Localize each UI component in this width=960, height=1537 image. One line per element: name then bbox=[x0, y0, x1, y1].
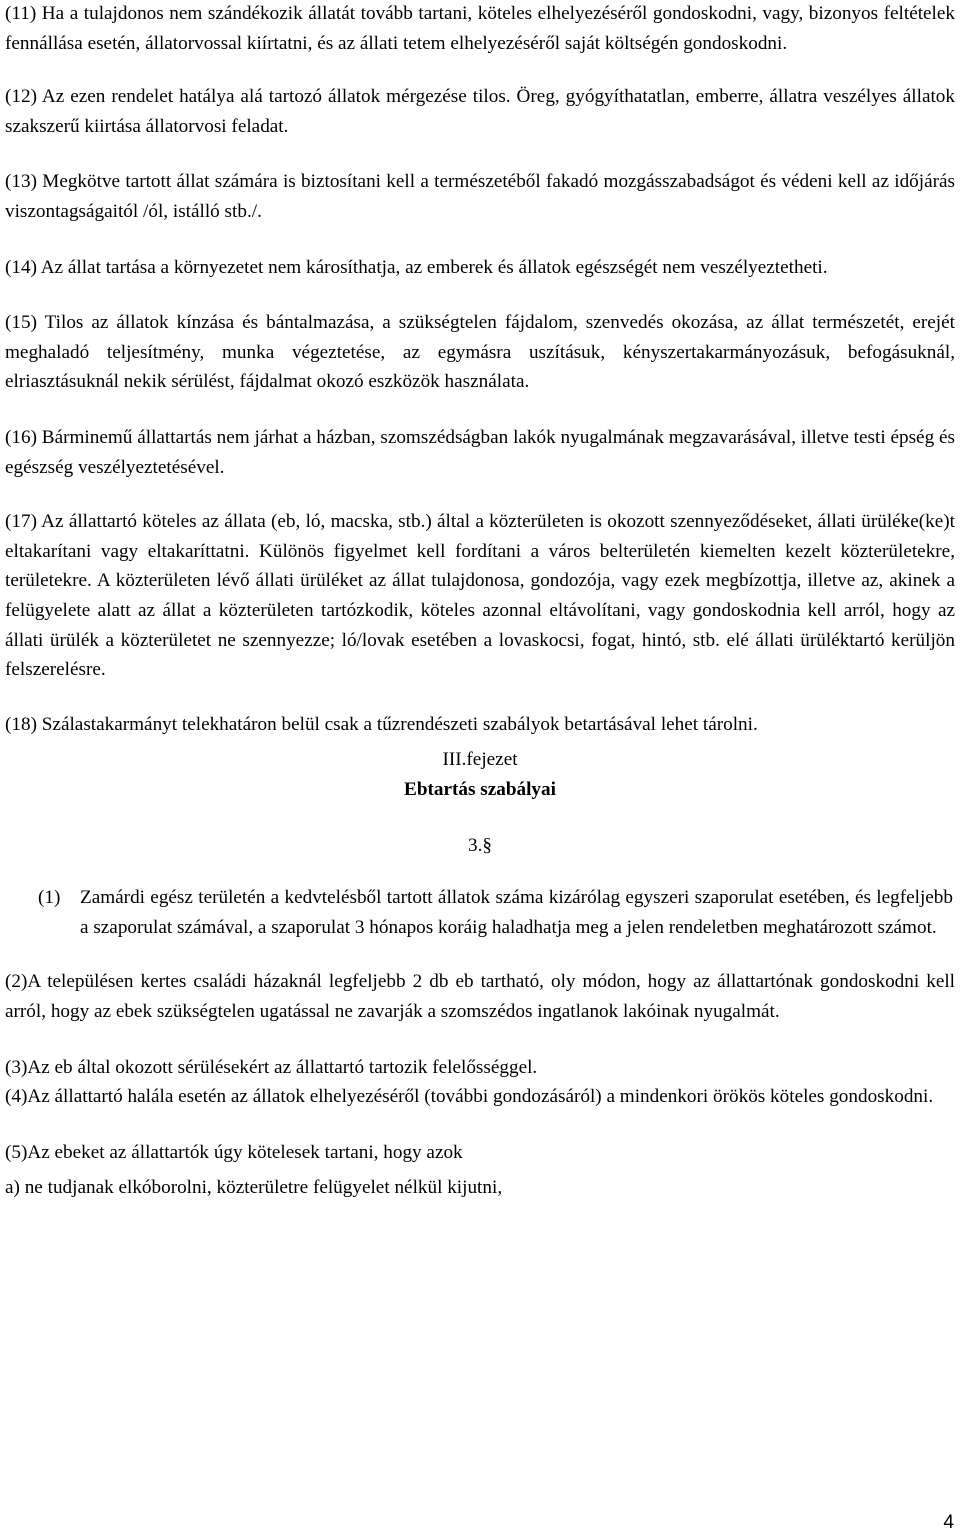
paragraph-17: (17) Az állattartó köteles az állata (eb, ló, macska, stb.) által a közterületen is okozott szennyeződéseket, állati ürüléke(ke)t eltakarítani vagy eltakaríttatni. Különös figyelmet kell fordítani a város belterületén kiemelten kezelt közterületekre, területekre. A közterületen lévő állati ürüléket az állat tulajdonosa, gondozója, vagy ezek megbízottja, illetve az, akinek a felügyelete alatt az állat a közterületen tartózkodik, köteles azonnal eltávolítani, vagy gondoskodnia kell arról, hogy az állati ürülék a közterületet ne szennyezze; ló/lovak esetében a lovaskocsi, fogat, hintó, stb. elé állati ürüléktartó kerüljön felszerelésre. bbox=[5, 511, 955, 681]
section-3-item-1 bbox=[5, 883, 955, 942]
paragraph-18: (18) Szálastakarmányt telekhatáron belül csak a tűzrendészeti szabályok betartásával lehet tárolni. bbox=[5, 713, 758, 735]
page-number: 4 bbox=[943, 1512, 954, 1533]
section-3-item-2: (2)A településen kertes családi házaknál legfeljebb 2 db eb tartható, oly módon, hogy az állattartónak gondoskodni kell arról, hogy az ebek szükségtelen ugatással ne zavarják a szomszédos ingatlanok lakóinak nyugalmát. bbox=[5, 971, 955, 1023]
section-3-item-3: (3)Az eb által okozott sérülésekért az állattartó tartozik felelősséggel. bbox=[5, 1056, 538, 1078]
chapter-title: Ebtartás szabályai bbox=[404, 779, 556, 801]
chapter-heading bbox=[5, 745, 955, 805]
section-mark: 3.§ bbox=[468, 835, 492, 857]
section-3-item-5: (5)Az ebeket az állattartók úgy kötelesek tartani, hogy azok bbox=[5, 1141, 463, 1163]
paragraph-15: (15) Tilos az állatok kínzása és bántalmazása, a szükségtelen fájdalom, szenvedés okozása, az állat természetét, erejét meghaladó teljesítmény, munka végeztetése, az egymásra uszításuk, kényszertakarmányozásuk, befogásuknál, elriasztásuknál nekik sérülést, fájdalmat okozó eszközök használata. bbox=[5, 312, 955, 393]
item-1-number: (1) bbox=[38, 887, 61, 909]
paragraph-12: (12) Az ezen rendelet hatálya alá tartozó állatok mérgezése tilos. Öreg, gyógyíthatatlan, emberre, állatra veszélyes állatok szakszerű kiirtása állatorvosi feladat. bbox=[5, 86, 955, 137]
paragraph-14: (14) Az állat tartása a környezetet nem károsíthatja, az emberek és állatok egészségét nem veszélyeztetheti. bbox=[5, 256, 828, 278]
paragraph-11: (11) Ha a tulajdonos nem szándékozik állatát tovább tartani, köteles elhelyezéséről gondoskodni, vagy, bizonyos feltételek fennállása esetén, állatorvossal kiírtatni, és az állati tetem elhelyezéséről saját költségén gondoskodni. bbox=[5, 3, 955, 54]
chapter-number: III.fejezet bbox=[442, 749, 518, 771]
document-page bbox=[5, 0, 955, 1203]
section-3-item-5a: a) ne tudjanak elkóborolni, közterületre felügyelet nélkül kijutni, bbox=[5, 1177, 503, 1199]
item-1-text: Zamárdi egész területén a kedvtelésből tartott állatok száma kizárólag egyszeri szaporulat esetében, és legfeljebb a szaporulat számával, a szaporulat 3 hónapos koráig haladhatja meg a jelen rendeletben meghatározott számot. bbox=[80, 887, 953, 938]
section-3-item-4: (4)Az állattartó halála esetén az állatok elhelyezéséről (további gondozásáról) a mindenkori örökös köteles gondoskodni. bbox=[5, 1086, 934, 1108]
paragraph-16: (16) Bárminemű állattartás nem járhat a házban, szomszédságban lakók nyugalmának megzavarásával, illetve testi épség és egészség veszélyeztetésével. bbox=[5, 426, 955, 478]
paragraph-13: (13) Megkötve tartott állat számára is biztosítani kell a természetéből fakadó mozgásszabadságot és védeni kell az időjárás viszontagságaitól /ól, istálló stb./. bbox=[5, 171, 955, 222]
